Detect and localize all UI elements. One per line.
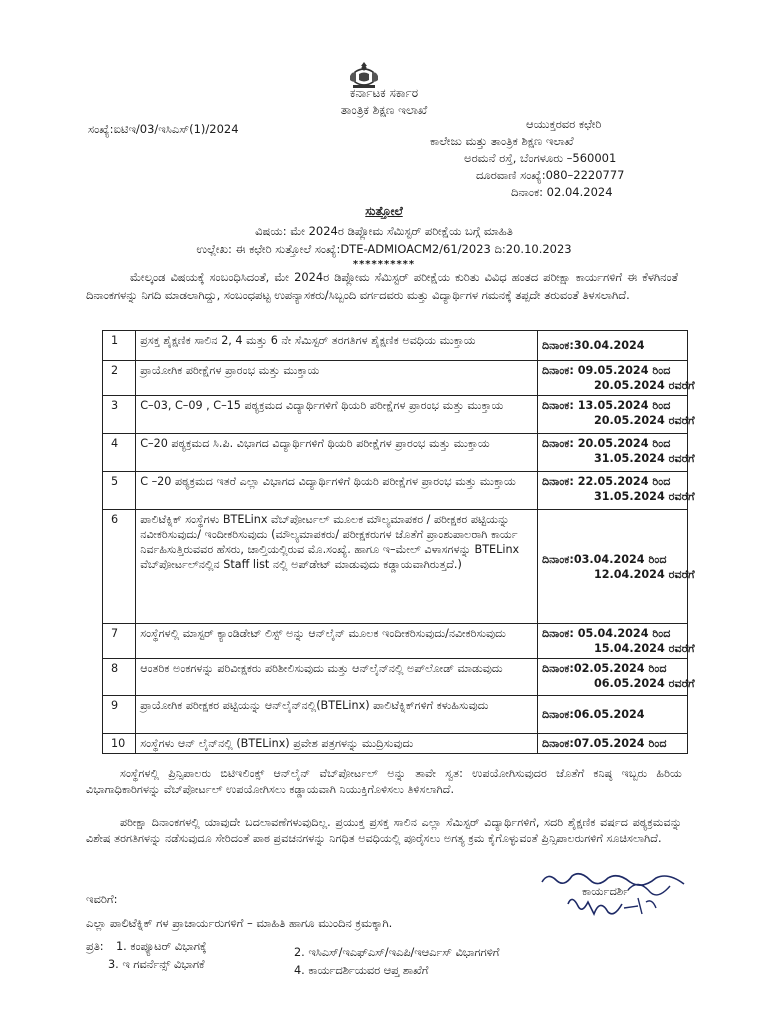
- date-start: ದಿನಾಂಕ:30.04.2024: [541, 339, 645, 352]
- date-start: ದಿನಾಂಕ: 05.04.2024 ರಿಂದ: [541, 627, 671, 640]
- row-number: 6: [103, 510, 136, 624]
- recipients-label: ಇವರಿಗೆ:: [86, 892, 118, 906]
- row-date: [537, 361, 695, 396]
- table-row: [103, 510, 688, 624]
- date-start: ದಿನಾಂಕ: 09.05.2024 ರಿಂದ: [541, 364, 671, 377]
- row-date: [537, 396, 695, 434]
- date-end: 12.04.2024 ರವರೆಗೆ: [593, 567, 695, 581]
- circular-reference: ಉಲ್ಲೇಖ: ಈ ಕಛೇರಿ ಸುತ್ತೋಲೆ ಸಂಖ್ಯೆ:DTE-ADMIOACM2/61/2023 ದಿ:20.10.2023: [196, 242, 572, 256]
- date-start: ದಿನಾಂಕ:02.05.2024 ರಿಂದ: [541, 662, 667, 675]
- row-activity: ಸಂಸ್ಥೆಗಳಲ್ಲಿ ಮಾಸ್ಟರ್ ಕ್ಯಾಂಡಿಡೇಟ್ ಲಿಸ್ಟ್ ಅನ್ನು ಆನ್‌ಲೈನ್ ಮೂಲಕ ಇಂದೀಕರಿಸುವುದು/ನವೀಕರಿಸುವುದು: [136, 624, 538, 659]
- row-activity: C–20 ಪಠ್ಯಕ್ರಮದ ಸಿ.ಪಿ. ವಿಭಾಗದ ವಿದ್ಯಾರ್ಥಿಗಳಿಗೆ ಥಿಯರಿ ಪರೀಕ್ಷೆಗಳ ಪ್ರಾರಂಭ ಮತ್ತು ಮುಕ್ತಾಯ: [136, 434, 538, 472]
- row-number: 9: [103, 696, 136, 734]
- date-start: ದಿನಾಂಕ:07.05.2024 ರಿಂದ: [541, 737, 667, 750]
- copy-item: 2. ಇಸಿಎಸ್/ಇಎಫ್ಎಸ್/ಇಎಪಿ/ಇಆರ್ಎಸ್ ವಿಭಾಗಗಳಿಗೆ: [294, 946, 500, 959]
- table-row: [103, 361, 688, 396]
- schedule-table: [102, 330, 695, 754]
- office-line: ಅರಮನೆ ರಸ್ತೆ, ಬೆಂಗಳೂರು –560001: [464, 151, 617, 165]
- row-number: 10: [103, 734, 136, 754]
- table-row: [103, 396, 688, 434]
- copy-item: 1. ಕಂಪ್ಯೂಟರ್ ವಿಭಾಗಕ್ಕೆ: [116, 940, 207, 953]
- date-start: ದಿನಾಂಕ: 22.05.2024 ರಿಂದ: [541, 475, 671, 488]
- table-row: [103, 659, 688, 696]
- government-name: ಕರ್ನಾಟಕ ಸರ್ಕಾರ: [349, 86, 419, 100]
- row-number: 1: [103, 331, 136, 361]
- date-end: 15.04.2024 ರವರೆಗೆ: [593, 642, 695, 655]
- table-row: [103, 472, 688, 510]
- row-number: 2: [103, 361, 136, 396]
- circular-subject: ವಿಷಯ: ಮೇ 2024ರ ಡಿಪ್ಲೋಮ ಸೆಮಿಸ್ಟರ್ ಪರೀಕ್ಷೆಯ ಬಗ್ಗೆ ಮಾಹಿತಿ: [255, 224, 513, 238]
- recipients-text: ಎಲ್ಲಾ ಪಾಲಿಟೆಕ್ನಿಕ್ ಗಳ ಪ್ರಾಚಾರ್ಯರುಗಳಿಗೆ – ಮಾಹಿತಿ ಹಾಗೂ ಮುಂದಿನ ಕ್ರಮಕ್ಕಾಗಿ.: [86, 916, 393, 930]
- date-end: 31.05.2024 ರವರೆಗೆ: [593, 452, 695, 465]
- row-activity: C–03, C–09 , C–15 ಪಠ್ಯಕ್ರಮದ ವಿದ್ಯಾರ್ಥಿಗಳಿಗೆ ಥಿಯರಿ ಪರೀಕ್ಷೆಗಳ ಪ್ರಾರಂಭ ಮತ್ತು ಮುಕ್ತಾಯ: [136, 396, 538, 434]
- row-number: 4: [103, 434, 136, 472]
- circular-title: ಸುತ್ತೋಲೆ: [365, 204, 403, 218]
- office-phone: ದೂರವಾಣಿ ಸಂಖ್ಯೆ:080–2220777: [476, 168, 625, 182]
- row-number: 8: [103, 659, 136, 696]
- date-start: ದಿನಾಂಕ:03.04.2024 ರಿಂದ: [541, 552, 667, 566]
- table-row: [103, 331, 688, 361]
- reference-number: ಸಂಖ್ಯೆ:ಐಟಿಇ/03/ಇಸಿಎಸ್(1)/2024: [88, 122, 239, 136]
- row-activity: ಪ್ರಾಯೋಗಿಕ ಪರೀಕ್ಷಕರ ಪಟ್ಟಿಯನ್ನು ಆನ್‌ಲೈನ್‌ನಲ್ಲಿ(BTELinx) ಪಾಲಿಟೆಕ್ನಿಕ್‌ಗಳಿಗೆ ಕಳುಹಿಸುವುದು: [136, 696, 538, 734]
- department-name: ತಾಂತ್ರಿಕ ಶಿಕ್ಷಣ ಇಲಾಖೆ: [340, 103, 428, 117]
- row-activity: ಸಂಸ್ಥೆಗಳು ಆನ್ ಲೈನ್‌ನಲ್ಲಿ (BTELinx) ಪ್ರವೇಶ ಪತ್ರಗಳನ್ನು ಮುದ್ರಿಸುವುದು: [136, 734, 538, 754]
- note-paragraph: [86, 766, 682, 798]
- date-end: 06.05.2024 ರವರೆಗೆ: [593, 677, 695, 690]
- date-end: 31.05.2024 ರವರೆಗೆ: [593, 490, 695, 503]
- intro-text: ಮೇಲ್ಕಂಡ ವಿಷಯಕ್ಕೆ ಸಂಬಂಧಿಸಿದಂತೆ, ಮೇ 2024ರ ಡಿಪ್ಲೋಮ ಸೆಮಿಸ್ಟರ್ ಪರೀಕ್ಷೆಯ ಕುರಿತು ವಿವಿಧ ಹಂತದ ಪರೀಕ್ಷಾ ಕಾರ್ಯಗಳಿಗೆ ಈ ಕೆಳಗಿನಂತೆ ದಿನಾಂಕಗಳನ್ನು ನಿಗದಿ ಮಾಡಲಾಗಿದ್ದು, ಸಂಬಂಧಪಟ್ಟ ಉಪನ್ಯಾಸಕರು/ಸಿಬ್ಬಂದಿ ವರ್ಗದವರು ಮತ್ತು ವಿದ್ಯಾರ್ಥಿಗಳ ಗಮನಕ್ಕೆ ತಪ್ಪದೇ ತರುವಂತೆ ತಿಳಸಲಾಗಿದೆ.: [86, 270, 678, 302]
- row-activity: ಪ್ರಾಯೋಗಿಕ ಪರೀಕ್ಷೆಗಳ ಪ್ರಾರಂಭ ಮತ್ತು ಮುಕ್ತಾಯ: [136, 361, 538, 396]
- row-date: [537, 734, 687, 754]
- row-date: [537, 659, 695, 696]
- row-number: 7: [103, 624, 136, 659]
- intro-paragraph: [86, 268, 678, 304]
- copy-item: 3. ಇ ಗವರ್ನೆನ್ಸ್ ವಿಭಾಗಕೆ: [108, 958, 205, 971]
- note-text: ಸಂಸ್ಥೆಗಳಲ್ಲಿ ಪ್ರಿನ್ಸಿಪಾಲರು ಬಿಟಿಇಲಿಂಕ್ಸ್ ಆನ್‌ಲೈನ್ ವೆಬ್‌ಪೋರ್ಟಲ್ ಅನ್ನು ತಾವೇ ಸ್ವತ: ಉಪಯೋಗಿಸುವುದರ ಜೊತೆಗೆ ಕನಿಷ್ಠ ಇಬ್ಬರು ಹಿರಿಯ ವಿಭಾಗಾಧಿಕಾರಿಗಳನ್ನು ವೆಬ್‌ಪೋರ್ಟಲ್ ಉಪಯೋಗಿಸಲು ಕಡ್ಡಾಯವಾಗಿ ನಿಯುಕ್ತಿಗೊಳಿಸಲು ತಿಳಿಸಲಾಗಿದೆ.: [86, 767, 682, 796]
- row-number: 5: [103, 472, 136, 510]
- table-row: [103, 696, 688, 734]
- date-end: 20.05.2024 ರವರೆಗೆ: [593, 414, 695, 427]
- row-date: [537, 472, 695, 510]
- row-date: [537, 696, 687, 734]
- office-address: [426, 116, 692, 201]
- signatory-designation: ಕಾರ್ಯದರ್ಶಿ: [582, 884, 630, 898]
- date-end: 20.05.2024 ರವರೆಗೆ: [593, 379, 695, 392]
- row-activity: ಪಾಲಿಟೆಕ್ನಿಕ್ ಸಂಸ್ಥೆಗಳು BTELinx ವೆಬ್‌ಪೋರ್ಟಲ್ ಮೂಲಕ ಮೌಲ್ಯಮಾಪಕರ / ಪರೀಕ್ಷಕರ ಪಟ್ಟಿಯನ್ನು ನವೀಕರಿಸುವುದು/ ಇಂದೀಕರಿಸುವುದು (ಮೌಲ್ಯಮಾಪಕರು/ ಪರೀಕ್ಷಕರುಗಳ ಜೊತೆಗೆ ಪ್ರಾಂಶುಪಾಲರಾಗಿ ಕಾರ್ಯ ನಿರ್ವಹಿಸುತ್ತಿರುವವರ ಹೆಸರು, ಚಾಲ್ತಿಯಲ್ಲಿರುವ ಮೊ.ಸಂಖ್ಯೆ. ಹಾಗೂ ಇ–ಮೇಲ್ ವಿಳಾಸಗಳನ್ನು BTELinx ವೆಬ್‌ಪೋರ್ಟಲ್‌ನಲ್ಲಿನ Staff list ನಲ್ಲಿ ಅಪ್‌ಡೇಟ್ ಮಾಡುವುದು ಕಡ್ಡಾಯವಾಗಿರುತ್ತದೆ.): [136, 510, 538, 624]
- copy-label: ಪ್ರತಿ:: [86, 940, 104, 953]
- row-date: [537, 434, 695, 472]
- row-date: [537, 624, 695, 659]
- office-date: ದಿನಾಂಕ: 02.04.2024: [511, 185, 613, 199]
- separator-stars: **********: [352, 259, 416, 270]
- row-date: [537, 331, 687, 361]
- date-start: ದಿನಾಂಕ: 20.05.2024 ರಿಂದ: [541, 437, 671, 450]
- row-activity: ಆಂತರಿಕ ಅಂಕಗಳನ್ನು ಪರಿವೀಕ್ಷಕರು ಪರಿಶೀಲಿಸುವುದು ಮತ್ತು ಆನ್‌ಲೈನ್‌ನಲ್ಲಿ ಅಪ್‌ಲೋಡ್ ಮಾಡುವುದು: [136, 659, 538, 696]
- date-start: ದಿನಾಂಕ: 13.05.2024 ರಿಂದ: [541, 399, 671, 412]
- table-row: [103, 624, 688, 659]
- row-activity: C –20 ಪಠ್ಯಕ್ರಮದ ಇತರೆ ಎಲ್ಲಾ ವಿಭಾಗದ ವಿದ್ಯಾರ್ಥಿಗಳಿಗೆ ಥಿಯರಿ ಪರೀಕ್ಷೆಗಳ ಪ್ರಾರಂಭ ಮತ್ತು ಮುಕ್ತಾಯ: [136, 472, 538, 510]
- date-start: ದಿನಾಂಕ:06.05.2024: [541, 708, 645, 721]
- row-date: [537, 510, 695, 624]
- office-line: ಆಯುಕ್ತರವರ ಕಛೇರಿ: [526, 117, 602, 131]
- row-activity: ಪ್ರಸಕ್ತ ಶೈಕ್ಷಣಿಕ ಸಾಲಿನ 2, 4 ಮತ್ತು 6 ನೇ ಸೆಮಿಸ್ಟರ್ ತರಗತಿಗಳ ಶೈಕ್ಷಣಿಕ ಅವಧಿಯ ಮುಕ್ತಾಯ: [136, 331, 538, 361]
- table-row: [103, 434, 688, 472]
- office-line: ಕಾಲೇಜು ಮತ್ತು ತಾಂತ್ರಿಕ ಶಿಕ್ಷಣ ಇಲಾಖೆ: [430, 134, 574, 148]
- copy-item: 4. ಕಾರ್ಯದರ್ಶಿಯವರ ಆಪ್ತ ಶಾಖೆಗೆ: [294, 964, 429, 977]
- table-row: [103, 734, 688, 754]
- row-number: 3: [103, 396, 136, 434]
- note-text: ಪರೀಕ್ಷಾ ದಿನಾಂಕಗಳಲ್ಲಿ ಯಾವುದೇ ಬದಲಾವಣೆಗಳುವುದಿಲ್ಲ. ಪ್ರಯುಕ್ತ ಪ್ರಸಕ್ತ ಸಾಲಿನ ಎಲ್ಲಾ ಸೆಮಿಸ್ಟರ್ ವಿದ್ಯಾರ್ಥಿಗಳಿಗೆ, ಸದರಿ ಶೈಕ್ಷಣಿಕ ವರ್ಷದ ಪಠ್ಯಕ್ರಮವನ್ನು ವಿಶೇಷ ತರಗತಿಗಳನ್ನು ನಡೆಸುವುದೂ ಸೇರಿದಂತೆ ಪಾಠ ಪ್ರವಚನಗಳನ್ನು ನಿಗಧಿತ ಅವಧಿಯಲ್ಲಿ ಪೂರೈಸಲು ಅಗತ್ಯ ಕ್ರಮ ಕೈಗೊಳ್ಳುವಂತೆ ಪ್ರಿನ್ಸಿಪಾಲರುಗಳಿಗೆ ಸೂಚಿಸಲಾಗಿದೆ.: [86, 816, 682, 845]
- note-paragraph: [86, 815, 682, 847]
